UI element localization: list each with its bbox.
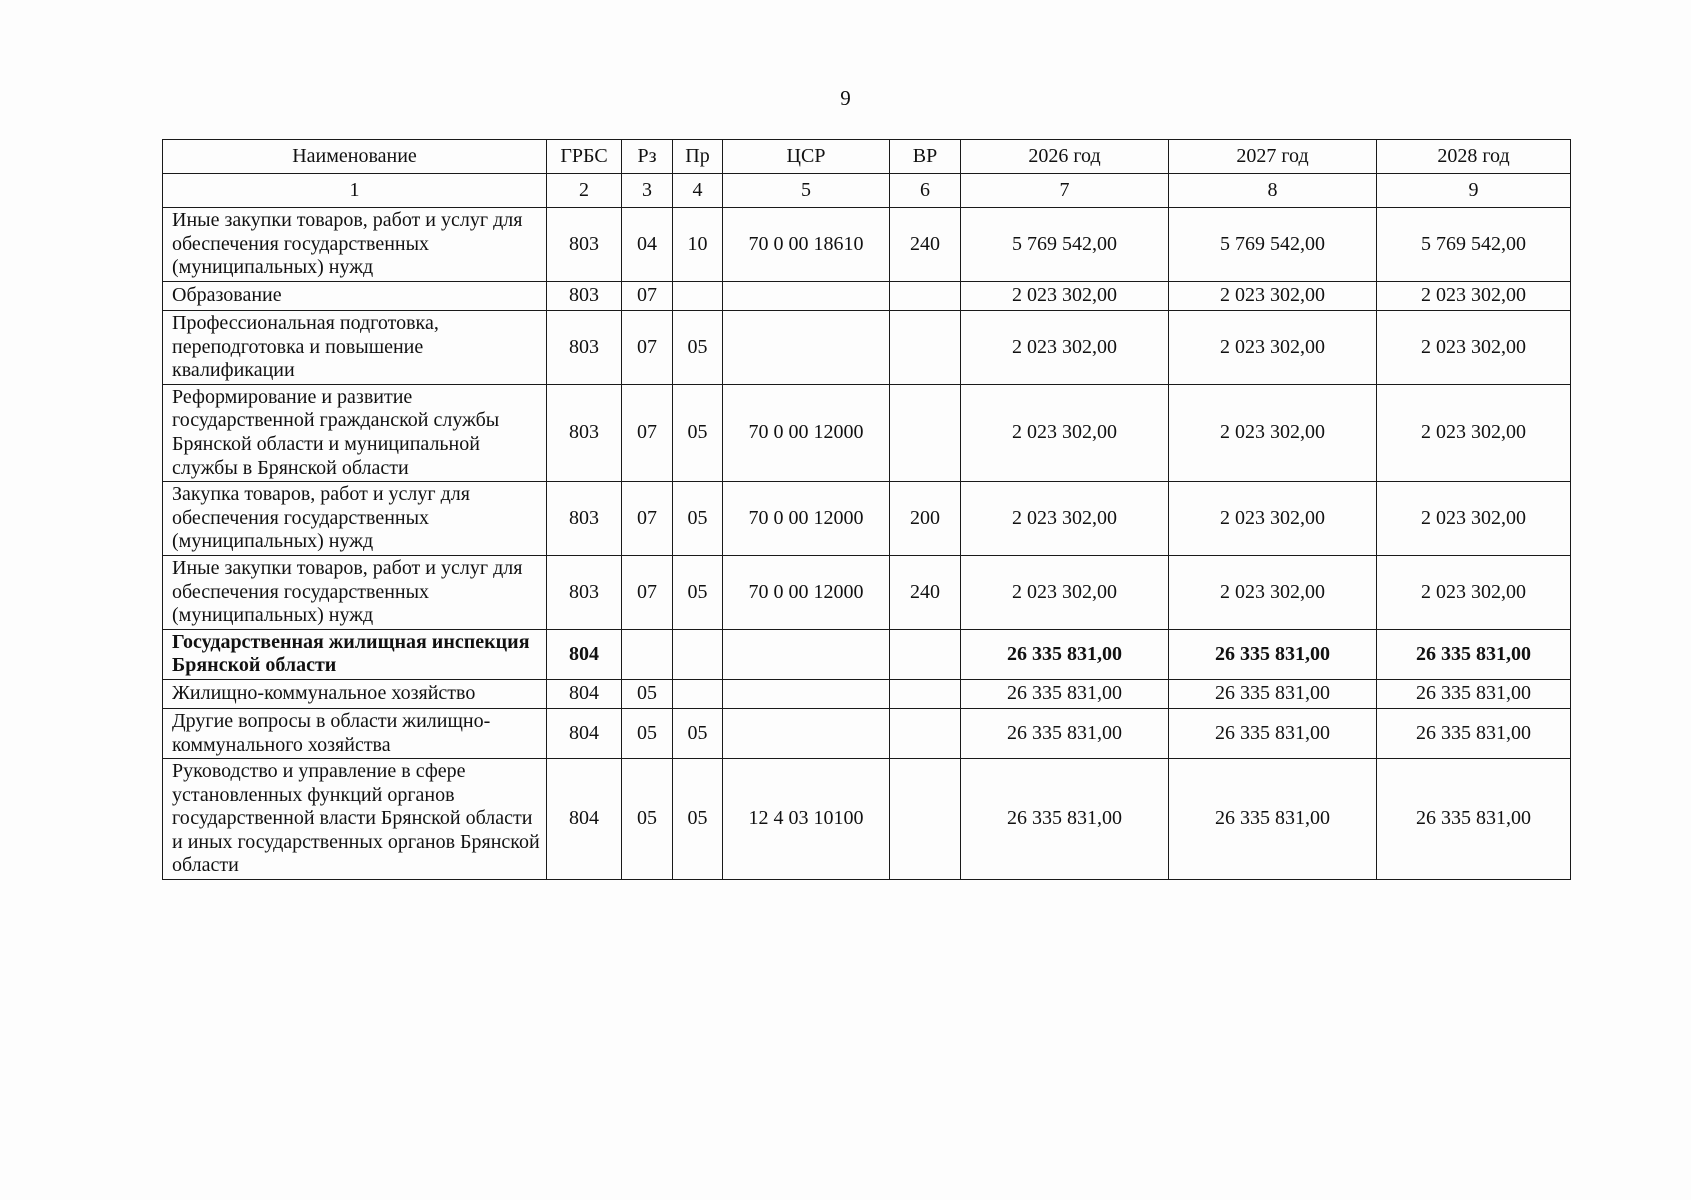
row-vr-cell [890,679,961,708]
table-row [163,555,1571,629]
row-2028-cell: 26 335 831,00 [1377,708,1571,758]
header-pr: Пр [673,140,723,174]
row-2026-cell: 26 335 831,00 [961,708,1169,758]
row-name-cell: Закупка товаров, работ и услуг для обеспечения государственных (муниципальных) нужд [163,482,547,556]
row-2027-cell: 26 335 831,00 [1169,708,1377,758]
row-grbs-cell: 804 [547,759,622,880]
table-row [163,384,1571,481]
header-2028: 2028 год [1377,140,1571,174]
column-number: 3 [622,174,673,208]
row-2028-cell: 26 335 831,00 [1377,679,1571,708]
column-number: 2 [547,174,622,208]
row-csr-cell [723,708,890,758]
row-2028-cell: 26 335 831,00 [1377,759,1571,880]
row-grbs-cell: 804 [547,679,622,708]
row-pr-cell: 05 [673,759,723,880]
row-rz-cell: 07 [622,384,673,481]
row-2027-cell: 5 769 542,00 [1169,208,1377,282]
row-csr-cell: 70 0 00 12000 [723,482,890,556]
row-grbs-cell: 804 [547,708,622,758]
row-rz-cell: 07 [622,311,673,385]
table-row [163,679,1571,708]
row-pr-cell: 05 [673,555,723,629]
row-2026-cell: 26 335 831,00 [961,629,1169,679]
row-2027-cell: 2 023 302,00 [1169,384,1377,481]
row-pr-cell: 05 [673,311,723,385]
row-pr-cell: 10 [673,208,723,282]
row-rz-cell: 05 [622,759,673,880]
header-grbs: ГРБС [547,140,622,174]
row-csr-cell [723,629,890,679]
row-pr-cell [673,629,723,679]
row-2028-cell: 2 023 302,00 [1377,311,1571,385]
row-csr-cell [723,311,890,385]
row-grbs-cell: 804 [547,629,622,679]
row-csr-cell: 12 4 03 10100 [723,759,890,880]
row-pr-cell: 05 [673,708,723,758]
row-name-cell: Государственная жилищная инспекция Брянской области [163,629,547,679]
table-row [163,282,1571,311]
table-row [163,482,1571,556]
row-2027-cell: 2 023 302,00 [1169,555,1377,629]
row-csr-cell: 70 0 00 12000 [723,555,890,629]
row-2028-cell: 2 023 302,00 [1377,482,1571,556]
row-rz-cell: 07 [622,282,673,311]
table-header [163,140,1571,174]
row-vr-cell: 240 [890,555,961,629]
row-rz-cell: 05 [622,679,673,708]
row-2028-cell: 26 335 831,00 [1377,629,1571,679]
row-grbs-cell: 803 [547,282,622,311]
row-name-cell: Профессиональная подготовка, переподготовка и повышение квалификации [163,311,547,385]
table-row [163,759,1571,880]
row-pr-cell: 05 [673,482,723,556]
row-vr-cell [890,629,961,679]
row-csr-cell [723,282,890,311]
row-2028-cell: 2 023 302,00 [1377,555,1571,629]
row-rz-cell: 07 [622,482,673,556]
row-2027-cell: 2 023 302,00 [1169,311,1377,385]
header-name: Наименование [163,140,547,174]
row-2026-cell: 2 023 302,00 [961,311,1169,385]
row-csr-cell: 70 0 00 12000 [723,384,890,481]
row-name-cell: Другие вопросы в области жилищно-коммунального хозяйства [163,708,547,758]
column-number: 6 [890,174,961,208]
row-2028-cell: 2 023 302,00 [1377,282,1571,311]
row-2027-cell: 2 023 302,00 [1169,282,1377,311]
row-name-cell: Иные закупки товаров, работ и услуг для обеспечения государственных (муниципальных) нужд [163,555,547,629]
row-grbs-cell: 803 [547,555,622,629]
row-pr-cell: 05 [673,384,723,481]
table-body [163,174,1571,880]
header-row [163,140,1571,174]
column-number: 5 [723,174,890,208]
row-vr-cell: 240 [890,208,961,282]
row-2026-cell: 2 023 302,00 [961,482,1169,556]
row-pr-cell [673,679,723,708]
row-2028-cell: 5 769 542,00 [1377,208,1571,282]
row-grbs-cell: 803 [547,384,622,481]
row-2027-cell: 26 335 831,00 [1169,759,1377,880]
table-row [163,708,1571,758]
column-number: 7 [961,174,1169,208]
row-grbs-cell: 803 [547,208,622,282]
row-name-cell: Реформирование и развитие государственной гражданской службы Брянской области и муниципальной службы в Брянской области [163,384,547,481]
row-grbs-cell: 803 [547,311,622,385]
row-vr-cell: 200 [890,482,961,556]
page-number: 9 [840,86,851,110]
row-2027-cell: 26 335 831,00 [1169,679,1377,708]
row-2027-cell: 26 335 831,00 [1169,629,1377,679]
row-csr-cell: 70 0 00 18610 [723,208,890,282]
header-csr: ЦСР [723,140,890,174]
row-pr-cell [673,282,723,311]
header-rz: Рз [622,140,673,174]
budget-table [162,139,1571,880]
row-vr-cell [890,282,961,311]
row-2026-cell: 2 023 302,00 [961,555,1169,629]
row-name-cell: Жилищно-коммунальное хозяйство [163,679,547,708]
row-2026-cell: 26 335 831,00 [961,679,1169,708]
header-2026: 2026 год [961,140,1169,174]
row-name-cell: Иные закупки товаров, работ и услуг для обеспечения государственных (муниципальных) нужд [163,208,547,282]
row-rz-cell [622,629,673,679]
row-rz-cell: 04 [622,208,673,282]
row-name-cell: Руководство и управление в сфере установленных функций органов государственной власти Брянской области и иных государственных органов Брянской области [163,759,547,880]
row-vr-cell [890,311,961,385]
table-row [163,629,1571,679]
row-grbs-cell: 803 [547,482,622,556]
table-row [163,208,1571,282]
column-number: 1 [163,174,547,208]
row-csr-cell [723,679,890,708]
row-2026-cell: 5 769 542,00 [961,208,1169,282]
row-2028-cell: 2 023 302,00 [1377,384,1571,481]
column-number: 4 [673,174,723,208]
table-row [163,311,1571,385]
row-rz-cell: 07 [622,555,673,629]
header-vr: ВР [890,140,961,174]
row-vr-cell [890,759,961,880]
column-number: 8 [1169,174,1377,208]
header-2027: 2027 год [1169,140,1377,174]
row-2026-cell: 26 335 831,00 [961,759,1169,880]
row-vr-cell [890,384,961,481]
row-2027-cell: 2 023 302,00 [1169,482,1377,556]
row-vr-cell [890,708,961,758]
column-number: 9 [1377,174,1571,208]
row-rz-cell: 05 [622,708,673,758]
row-2026-cell: 2 023 302,00 [961,282,1169,311]
row-name-cell: Образование [163,282,547,311]
column-number-row [163,174,1571,208]
row-2026-cell: 2 023 302,00 [961,384,1169,481]
